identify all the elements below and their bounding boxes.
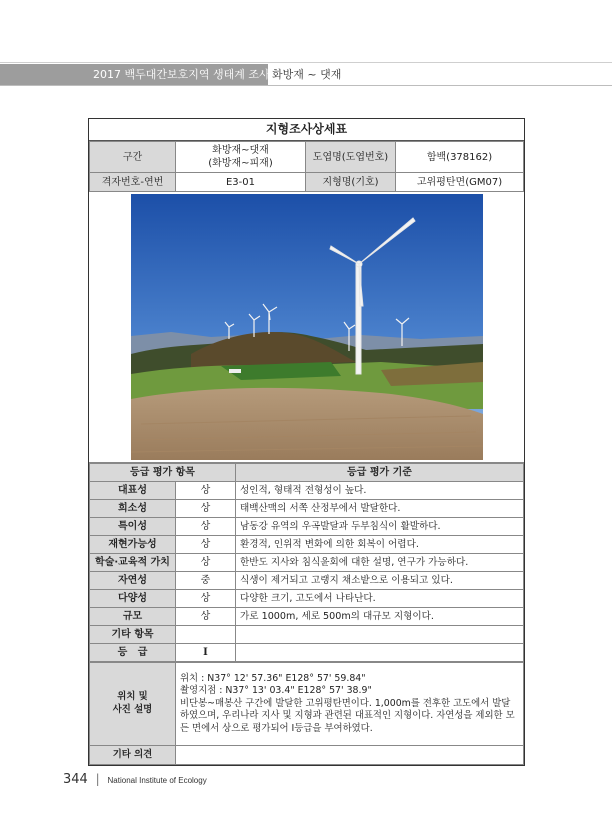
eval-grade: 상 <box>176 482 236 500</box>
eval-grade: 상 <box>176 608 236 626</box>
page-footer <box>63 772 207 787</box>
eval-criteria: 성인적, 형태적 전형성이 높다. <box>236 482 524 500</box>
eval-item: 특이성 <box>90 518 176 536</box>
eval-criteria: 환경적, 인위적 변화에 의한 회복이 어렵다. <box>236 536 524 554</box>
map-name-value: 함백(378162) <box>396 142 524 173</box>
table-row <box>90 536 524 554</box>
header-rule <box>0 62 612 63</box>
eval-criteria: 태백산맥의 서쪽 산정부에서 발달한다. <box>236 500 524 518</box>
section-value-line2: (화방재~피재) <box>208 158 273 169</box>
eval-header-criteria: 등급 평가 기준 <box>236 464 524 482</box>
table-row <box>90 482 524 500</box>
grid-label: 격자번호-연번 <box>90 173 176 192</box>
other-item-label: 기타 항목 <box>90 626 176 644</box>
eval-grade: 상 <box>176 518 236 536</box>
table-row <box>90 644 524 662</box>
eval-grade: 상 <box>176 554 236 572</box>
eval-grade: 상 <box>176 590 236 608</box>
eval-item: 재현가능성 <box>90 536 176 554</box>
running-header-section: 화방재 ~ 댓재 <box>272 68 342 81</box>
wind-farm-plateau-image <box>131 194 483 460</box>
section-label: 구간 <box>90 142 176 173</box>
grid-value: E3-01 <box>176 173 306 192</box>
footer-organization: National Institute of Ecology <box>107 776 207 785</box>
footer-separator: | <box>95 772 100 786</box>
eval-item: 규모 <box>90 608 176 626</box>
header-bottom-rule <box>0 85 612 86</box>
running-header-series: 2017 백두대간보호지역 생태계 조사 <box>0 64 268 85</box>
eval-item: 학술·교육적 가치 <box>90 554 176 572</box>
eval-grade: 상 <box>176 500 236 518</box>
table-row <box>90 500 524 518</box>
table-row <box>90 572 524 590</box>
landform-value: 고위평탄면(GM07) <box>396 173 524 192</box>
landscape-photo <box>131 194 483 460</box>
eval-criteria: 한반도 지사와 침식윤회에 대한 설명, 연구가 가능하다. <box>236 554 524 572</box>
info-table <box>89 141 524 192</box>
location-label <box>90 663 176 746</box>
section-value-line1: 화방재~댓재 <box>212 145 269 156</box>
location-label-line2: 사진 설명 <box>112 704 153 715</box>
grade-empty <box>236 644 524 662</box>
table-row <box>90 626 524 644</box>
location-label-line1: 위치 및 <box>117 691 148 703</box>
eval-header-item: 등급 평가 항목 <box>90 464 236 482</box>
section-value <box>176 142 306 173</box>
sheet-title: 지형조사상세표 <box>89 119 524 141</box>
eval-criteria: 식생이 제거되고 고랭지 채소밭으로 이용되고 있다. <box>236 572 524 590</box>
other-opinion-value <box>176 746 524 765</box>
photo-cell <box>89 192 524 463</box>
table-row <box>90 518 524 536</box>
page-number: 344 <box>63 772 88 787</box>
eval-criteria: 남동강 유역의 우곡발달과 두부침식이 활발하다. <box>236 518 524 536</box>
location-explanation: 비단봉~매봉산 구간에 발달한 고위평탄면이다. 1,000m를 전후한 고도에서 발달하였으며, 우리나라 지사 및 지형과 관련된 대표적인 지형이다. 자연성을 제외한 모든 면에서 상으로 평가되어 Ⅰ등급을 부여하였다. <box>180 697 515 734</box>
eval-criteria: 가로 1000m, 세로 500m의 대규모 지형이다. <box>236 608 524 626</box>
other-item-grade <box>176 626 236 644</box>
table-row <box>90 590 524 608</box>
eval-grade: 상 <box>176 536 236 554</box>
eval-item: 다양성 <box>90 590 176 608</box>
survey-detail-sheet <box>88 118 525 766</box>
location-description <box>176 663 524 746</box>
other-opinion-label: 기타 의견 <box>90 746 176 765</box>
eval-item: 자연성 <box>90 572 176 590</box>
grade-value: I <box>176 644 236 662</box>
location-coordinates: 위치 : N37° 12' 57.36" E128° 57' 59.84" <box>180 672 366 684</box>
eval-criteria: 다양한 크기, 고도에서 나타난다. <box>236 590 524 608</box>
photo-point-coordinates: 촬영지점 : N37° 13' 03.4" E128° 57' 38.9" <box>180 685 372 697</box>
other-item-value <box>236 626 524 644</box>
map-name-label: 도엽명(도엽번호) <box>306 142 396 173</box>
table-row <box>90 554 524 572</box>
eval-item: 대표성 <box>90 482 176 500</box>
grade-label: 등 급 <box>90 644 176 662</box>
evaluation-table <box>89 463 524 662</box>
eval-grade: 중 <box>176 572 236 590</box>
landform-label: 지형명(기호) <box>306 173 396 192</box>
eval-item: 희소성 <box>90 500 176 518</box>
table-row <box>90 608 524 626</box>
location-table <box>89 662 524 765</box>
